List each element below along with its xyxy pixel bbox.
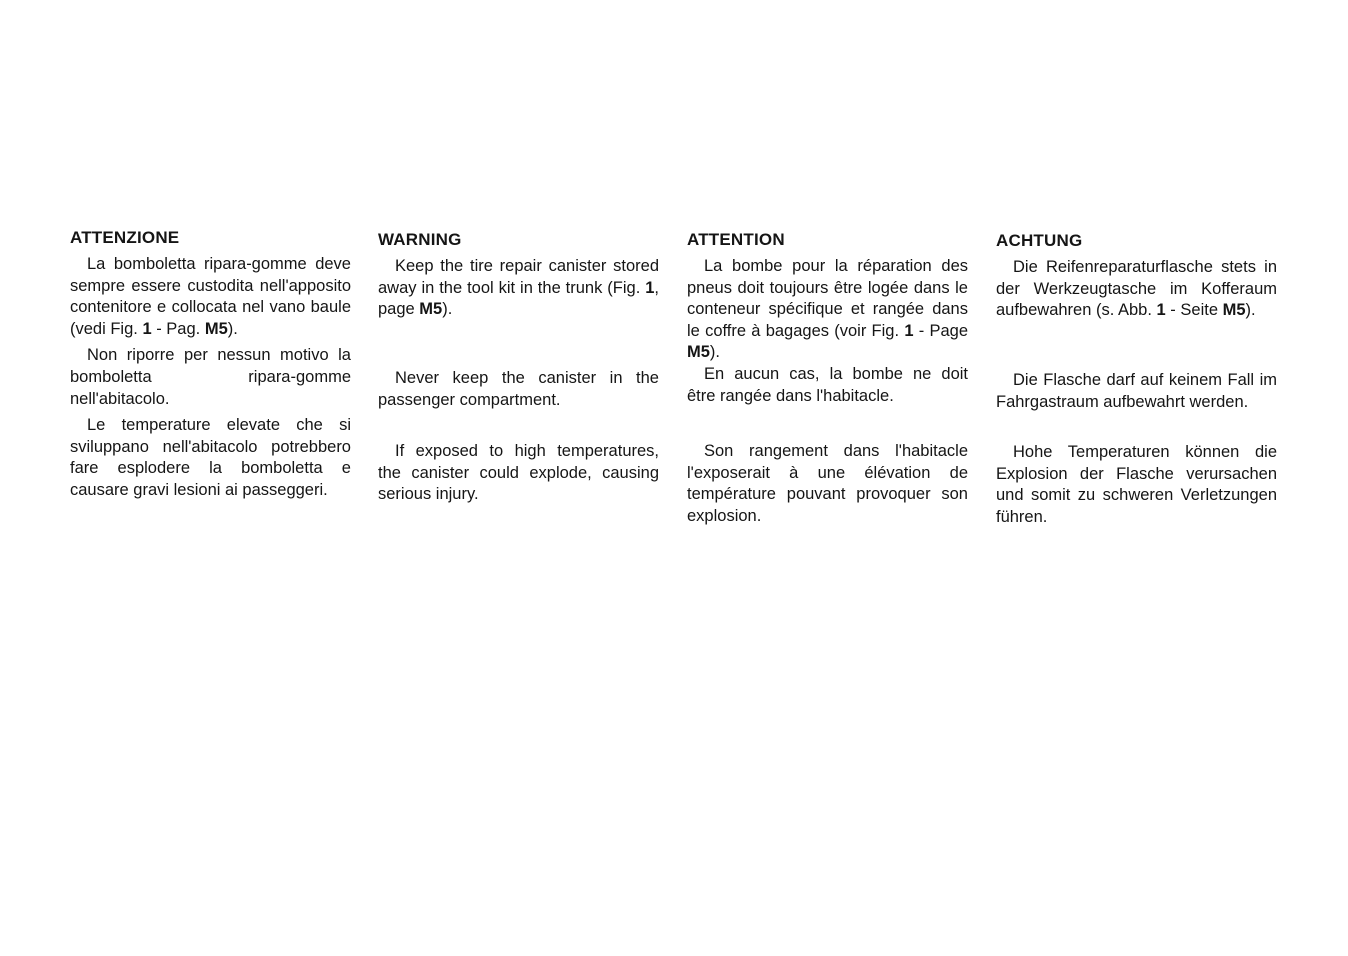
paragraph-no-cabin: En aucun cas, la bombe ne doit être rangée dans l'habitacle. [687, 364, 968, 405]
column-english [378, 230, 659, 504]
paragraph-storage: La bomboletta ripara-gomme deve sempre essere custodita nell'apposito contenitore e collocata nel vano baule (vedi Fig. 1 - Pag. M5). [70, 255, 351, 338]
paragraph-temperature: Son rangement dans l'habitacle l'exposerait à une élévation de température pouvant provoquer son explosion. [687, 442, 968, 525]
paragraph-no-cabin: Die Flasche darf auf keinem Fall im Fahrgastraum aufbewahrt werden. [996, 371, 1277, 411]
paragraph-temperature: If exposed to high temperatures, the canister could explode, causing serious injury. [378, 442, 659, 504]
column-italian [70, 228, 351, 502]
heading-warning: WARNING [378, 230, 462, 249]
column-french [687, 230, 969, 525]
paragraph-storage: Die Reifenreparaturflasche stets in der Werkzeugtasche im Kofferaum aufbewahren (s. Abb. 1 - Seite M5). [996, 258, 1277, 320]
heading-achtung: ACHTUNG [996, 231, 1083, 250]
paragraph-storage: La bombe pour la réparation des pneus doit toujours être logée dans le conteneur spécifique et rangée dans le coffre à bagages (voir Fig. 1 - Page M5). [687, 257, 969, 362]
column-german [996, 231, 1277, 526]
paragraph-temperature: Le temperature elevate che si sviluppano nell'abitacolo potrebbero fare esplodere la bomboletta e causare gravi lesioni ai passeggeri. [70, 416, 351, 499]
paragraph-storage: Keep the tire repair canister stored away in the tool kit in the trunk (Fig. 1, page M5). [378, 257, 659, 319]
paragraph-no-cabin: Non riporre per nessun motivo la bomboletta ripara-gomme nell'abitacolo. [70, 346, 351, 408]
heading-attenzione: ATTENZIONE [70, 228, 180, 247]
heading-attention: ATTENTION [687, 230, 785, 249]
paragraph-no-cabin: Never keep the canister in the passenger compartment. [378, 369, 659, 409]
paragraph-temperature: Hohe Temperaturen können die Explosion der Flasche verursachen und somit zu schweren Verletzungen führen. [996, 443, 1277, 526]
